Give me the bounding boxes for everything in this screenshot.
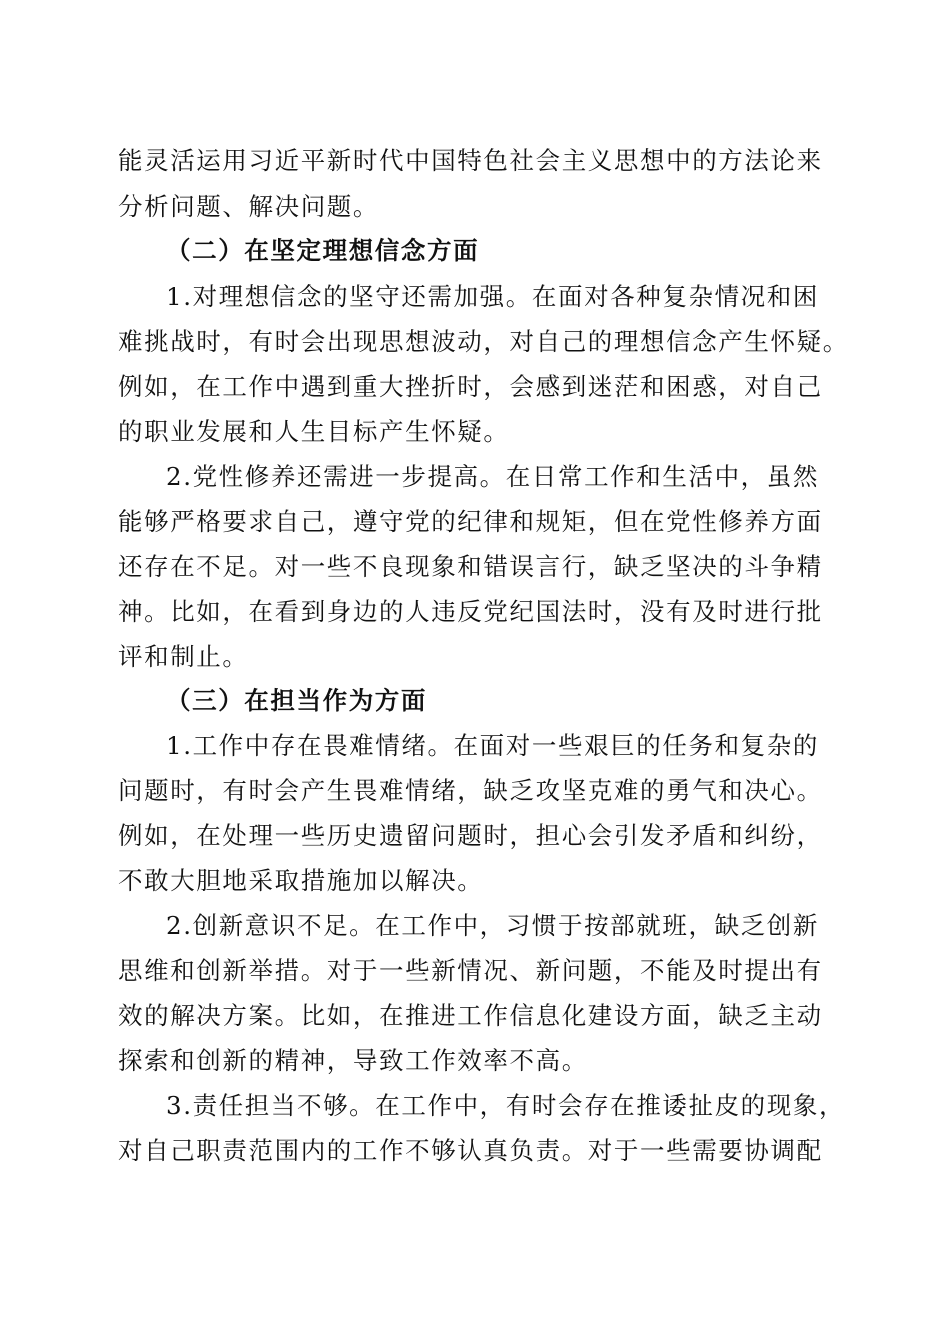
paragraph-line: 能灵活运用习近平新时代中国特色社会主义思想中的方法论来: [118, 146, 823, 175]
paragraph-line: 的职业发展和人生目标产生怀疑。: [118, 417, 510, 446]
paragraph-line: 2.党性修养还需进一步提高。在日常工作和生活中，虽然: [166, 462, 819, 491]
paragraph-line: 问题时，有时会产生畏难情绪，缺乏攻坚克难的勇气和决心。: [118, 776, 823, 805]
paragraph-line: 3.责任担当不够。在工作中，有时会存在推诿扯皮的现象，: [166, 1091, 846, 1120]
paragraph-line: 难挑战时，有时会出现思想波动，对自己的理想信念产生怀疑。: [118, 327, 849, 356]
section-heading: （二）在坚定理想信念方面: [166, 236, 480, 265]
section-heading: （三）在担当作为方面: [166, 686, 427, 715]
paragraph-line: 例如，在处理一些历史遗留问题时，担心会引发矛盾和纠纷，: [118, 821, 823, 850]
paragraph-line: 1.对理想信念的坚守还需加强。在面对各种复杂情况和困: [166, 282, 819, 311]
paragraph-line: 2.创新意识不足。在工作中，习惯于按部就班，缺乏创新: [166, 911, 819, 940]
paragraph-line: 能够严格要求自己，遵守党的纪律和规矩，但在党性修养方面: [118, 507, 823, 536]
paragraph-line: 思维和创新举措。对于一些新情况、新问题，不能及时提出有: [118, 956, 823, 985]
paragraph-line: 评和制止。: [118, 642, 249, 671]
paragraph-line: 不敢大胆地采取措施加以解决。: [118, 866, 484, 895]
paragraph-line: 还存在不足。对一些不良现象和错误言行，缺乏坚决的斗争精: [118, 552, 823, 581]
paragraph-line: 例如，在工作中遇到重大挫折时，会感到迷茫和困惑，对自己: [118, 372, 823, 401]
paragraph-line: 对自己职责范围内的工作不够认真负责。对于一些需要协调配: [118, 1136, 823, 1165]
paragraph-line: 分析问题、解决问题。: [118, 192, 379, 221]
paragraph-line: 神。比如，在看到身边的人违反党纪国法时，没有及时进行批: [118, 597, 823, 626]
paragraph-line: 效的解决方案。比如，在推进工作信息化建设方面，缺乏主动: [118, 1001, 823, 1030]
paragraph-line: 探索和创新的精神，导致工作效率不高。: [118, 1046, 588, 1075]
paragraph-line: 1.工作中存在畏难情绪。在面对一些艰巨的任务和复杂的: [166, 731, 819, 760]
